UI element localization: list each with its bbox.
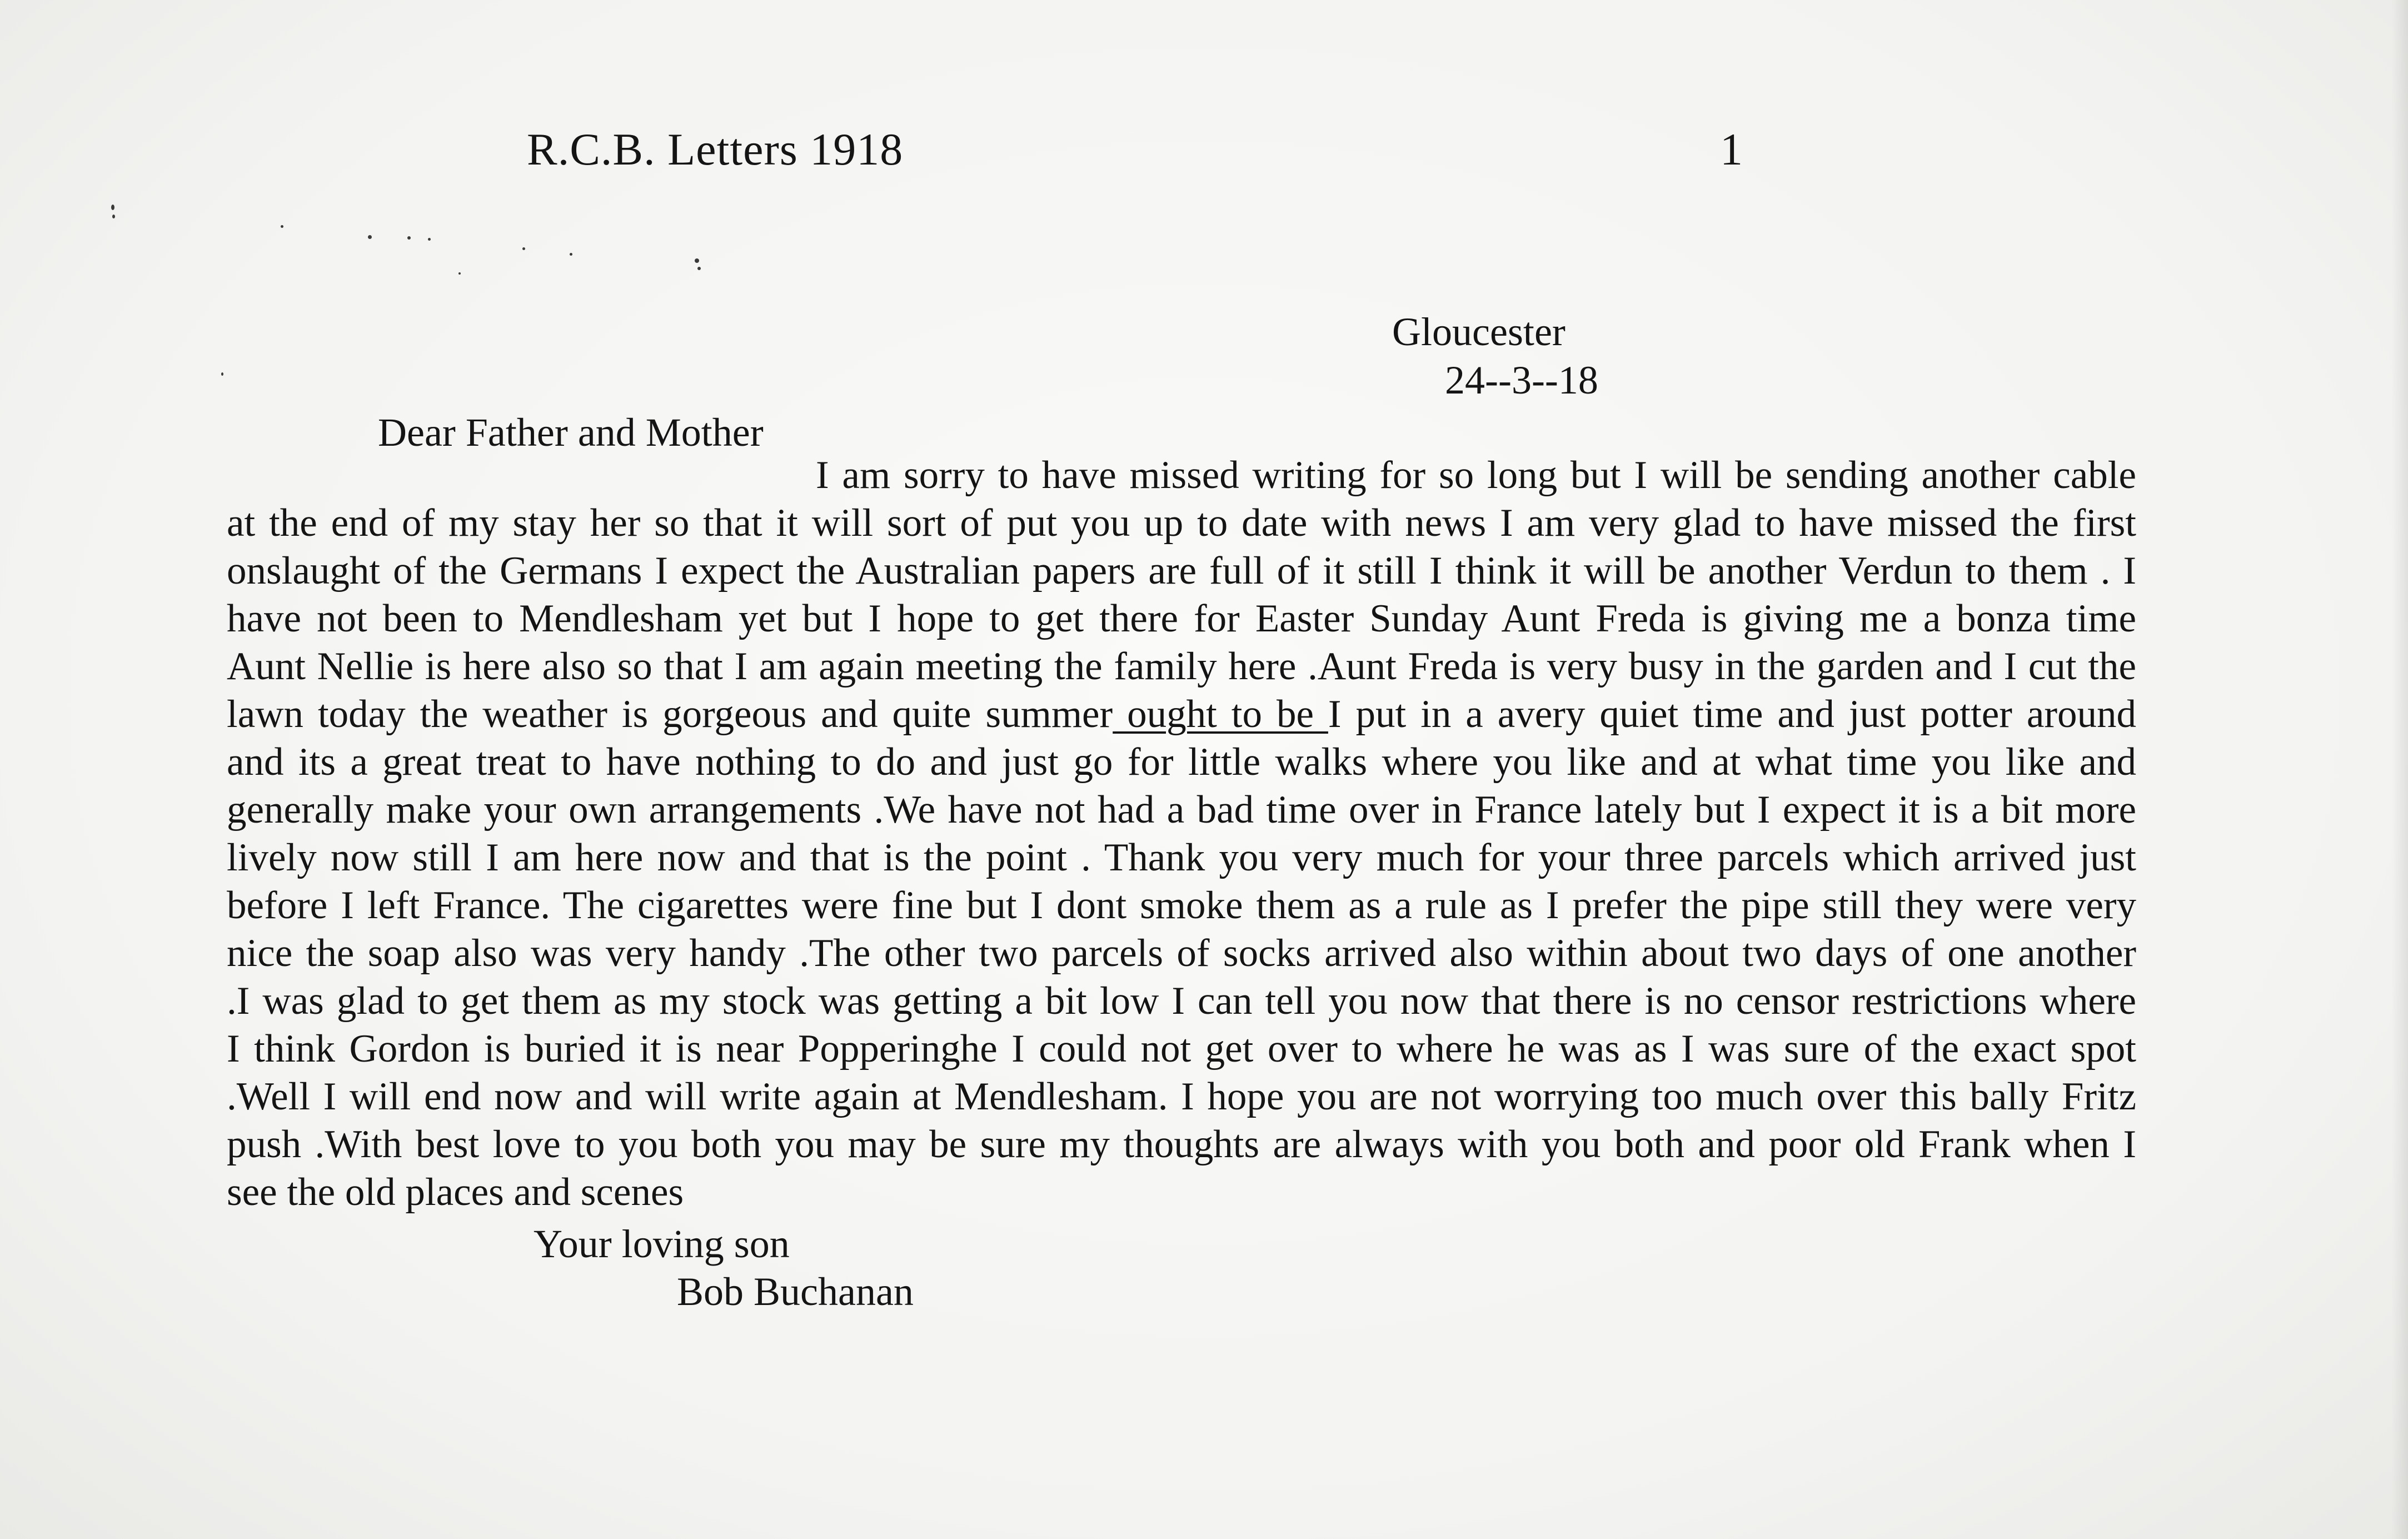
body-line: .Well I will end now and will write again at Mendlesham. I hope you are not worrying too much over this bally Fritz (227, 1075, 2136, 1118)
body-line: .I was glad to get them as my stock was getting a bit low I can tell you now that there is no censor restrictions where (227, 979, 2136, 1023)
body-line (227, 690, 2136, 738)
body-line: see the old places and scenes (227, 1171, 684, 1214)
body-line: at the end of my stay her so that it will sort of put you up to date with news I am very glad to have missed the first (227, 501, 2136, 545)
body-line: onslaught of the Germans I expect the Australian papers are full of it still I think it will be another Verdun to them . I (227, 549, 2136, 592)
scan-speck (570, 253, 572, 256)
letter-closing: Your loving son (534, 1222, 790, 1266)
scan-speck (368, 235, 372, 239)
body-line: have not been to Mendlesham yet but I hope to get there for Easter Sunday Aunt Freda is giving me a bonza time (227, 597, 2136, 640)
scan-speck (695, 258, 699, 263)
letter-salutation: Dear Father and Mother (378, 410, 764, 455)
scan-speck (281, 225, 283, 228)
body-line: before I left France. The cigarettes were fine but I dont smoke them as a rule as I prefer the pipe still they were very (227, 884, 2136, 927)
body-line: nice the soap also was very handy .The other two parcels of socks arrived also within about two days of one another (227, 932, 2136, 975)
scan-speck (112, 215, 115, 218)
body-line: generally make your own arrangements .We have not had a bad time over in France lately but I expect it is a bit more (227, 788, 2136, 831)
letter-place: Gloucester (1392, 310, 1566, 354)
body-line: I think Gordon is buried it is near Popperinghe I could not get over to where he was as I was sure of the exact spot (227, 1027, 2136, 1070)
body-line: push .With best love to you both you may be sure my thoughts are always with you both and poor old Frank when I (227, 1123, 2136, 1166)
scan-speck (428, 238, 431, 241)
scan-speck (522, 247, 525, 250)
page-number: 1 (1720, 124, 1743, 175)
scan-speck (221, 372, 223, 376)
body-line-text: I put in a avery quiet time and just potter around (1328, 693, 2136, 736)
body-line: I am sorry to have missed writing for so long but I will be sending another cable (816, 454, 2136, 497)
scan-speck (458, 272, 461, 275)
letter-signature: Bob Buchanan (677, 1269, 914, 1314)
letter-date: 24--3--18 (1445, 358, 1598, 402)
scan-speck (111, 205, 114, 210)
page-edge-shadow (2391, 0, 2408, 1539)
scan-speck (407, 236, 411, 240)
body-line: and its a great treat to have nothing to do and just go for little walks where you like and at what time you like and (227, 740, 2136, 784)
scan-speck (697, 267, 701, 270)
body-line-text: lawn today the weather is gorgeous and quite summer (227, 693, 1113, 736)
underlined-phrase: ought to be (1113, 693, 1328, 736)
body-line: Aunt Nellie is here also so that I am again meeting the family here .Aunt Freda is very busy in the garden and I cut the (227, 645, 2136, 688)
document-header-title: R.C.B. Letters 1918 (527, 124, 904, 175)
body-line: lively now still I am here now and that is the point . Thank you very much for your three parcels which arrived just (227, 836, 2136, 879)
